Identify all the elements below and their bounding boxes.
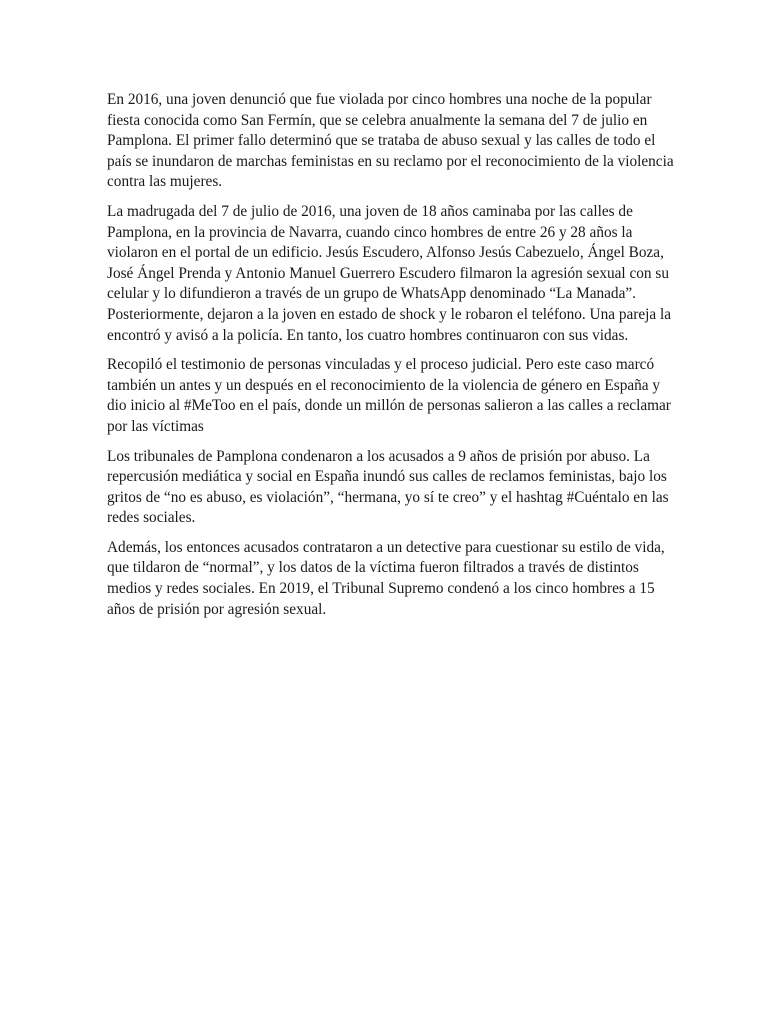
paragraph-3: Recopiló el testimonio de personas vinculadas y el proceso judicial. Pero este caso marcó también un antes y un después en el reconocimiento de la violencia de género en España y dio inicio al #MeToo en el país, donde un millón de personas salieron a las calles a reclamar por las víctimas (107, 356, 671, 435)
paragraph-1: En 2016, una joven denunció que fue violada por cinco hombres una noche de la popular fiesta conocida como San Fermín, que se celebra anualmente la semana del 7 de julio en Pamplona. El primer fallo determinó que se trataba de abuso sexual y las calles de todo el país se inundaron de marchas feministas en su reclamo por el reconocimiento de la violencia contra las mujeres. (107, 91, 674, 191)
document-body (107, 90, 677, 629)
paragraph-5: Además, los entonces acusados contrataron a un detective para cuestionar su estilo de vida, que tildaron de “normal”, y los datos de la víctima fueron filtrados a través de distintos medios y redes sociales. En 2019, el Tribunal Supremo condenó a los cinco hombres a 15 años de prisión por agresión sexual. (107, 538, 665, 618)
paragraph-4: Los tribunales de Pamplona condenaron a los acusados a 9 años de prisión por abuso. La repercusión mediática y social en España inundó sus calles de reclamos feministas, bajo los gritos de “no es abuso, es violación”, “hermana, yo sí te creo” y el hashtag #Cuéntalo en las redes sociales. (107, 447, 669, 527)
paragraph-2: La madrugada del 7 de julio de 2016, una joven de 18 años caminaba por las calles de Pamplona, en la provincia de Navarra, cuando cinco hombres de entre 26 y 28 años la violaron en el portal de un edificio. Jesús Escudero, Alfonso Jesús Cabezuelo, Ángel Boza, José Ángel Prenda y Antonio Manuel Guerrero Escudero filmaron la agresión sexual con su celular y lo difundieron a través de un grupo de WhatsApp denominado “La Manada”. Posteriormente, dejaron a la joven en estado de shock y le robaron el teléfono. Una pareja la encontró y avisó a la policía. En tanto, los cuatro hombres continuaron con sus vidas. (107, 202, 672, 344)
